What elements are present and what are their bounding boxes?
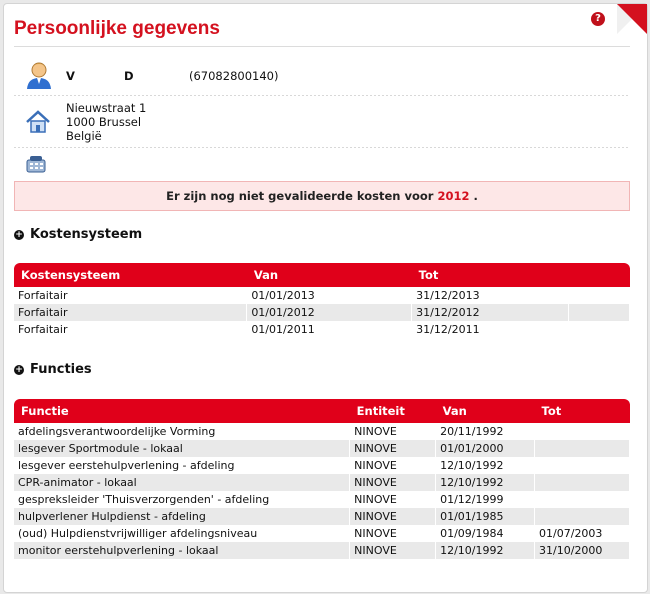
- section-kostensysteem-title: Kostensysteem: [30, 227, 143, 242]
- table-row: [14, 304, 630, 321]
- column-header-empty: [569, 263, 630, 287]
- cell-entiteit: NINOVE: [350, 474, 436, 491]
- cell-empty: [569, 287, 630, 304]
- alert-year-link[interactable]: 2012: [437, 189, 470, 203]
- national-number: (67082800140): [189, 69, 279, 83]
- cell-van: 01/01/2013: [247, 287, 412, 304]
- table-row: [14, 321, 630, 338]
- cell-functie: CPR-animator - lokaal: [14, 474, 350, 491]
- cell-tot: [535, 474, 630, 491]
- page-fold-red: [617, 4, 647, 34]
- cell-tot: [535, 508, 630, 525]
- column-header-functie: Functie: [14, 399, 350, 423]
- cell-functie: gespreksleider 'Thuisverzorgenden' - afdeling: [14, 491, 350, 508]
- section-functies-title: Functies: [30, 362, 92, 377]
- cell-empty: [569, 321, 630, 338]
- unvalidated-costs-alert: [14, 181, 630, 211]
- column-header-entiteit: Entiteit: [350, 399, 436, 423]
- cell-system: Forfaitair: [14, 304, 247, 321]
- cell-van: 01/01/2000: [436, 440, 535, 457]
- row-divider: [14, 95, 630, 96]
- functies-table: [14, 399, 630, 559]
- column-header-van: Van: [247, 263, 412, 287]
- alert-suffix: .: [473, 189, 478, 203]
- cell-tot: 31/10/2000: [535, 542, 630, 559]
- cell-van: 01/01/2012: [247, 304, 412, 321]
- cell-system: Forfaitair: [14, 287, 247, 304]
- first-initial: V: [66, 69, 75, 83]
- cell-tot: 31/12/2012: [412, 304, 569, 321]
- cell-system: Forfaitair: [14, 321, 247, 338]
- cell-van: 20/11/1992: [436, 423, 535, 440]
- address-street: Nieuwstraat 1: [66, 101, 147, 115]
- table-row: [14, 508, 630, 525]
- cell-functie: lesgever Sportmodule - lokaal: [14, 440, 350, 457]
- table-row: [14, 440, 630, 457]
- phone-icon: [24, 152, 54, 182]
- kostensysteem-table: [14, 263, 630, 338]
- page-title: Persoonlijke gegevens: [14, 18, 220, 39]
- cell-tot: 01/07/2003: [535, 525, 630, 542]
- cell-functie: monitor eerstehulpverlening - lokaal: [14, 542, 350, 559]
- cell-tot: [535, 491, 630, 508]
- column-header-tot: Tot: [412, 263, 569, 287]
- column-header-van: Van: [436, 399, 535, 423]
- column-header-tot: Tot: [535, 399, 630, 423]
- cell-tot: 31/12/2011: [412, 321, 569, 338]
- table-row: [14, 474, 630, 491]
- table-row: [14, 525, 630, 542]
- help-icon[interactable]: ?: [591, 12, 605, 26]
- last-initial: D: [124, 69, 134, 83]
- expand-icon: +: [15, 230, 23, 240]
- user-icon: [24, 60, 54, 90]
- cell-tot: [535, 457, 630, 474]
- title-divider: [14, 46, 630, 47]
- cell-functie: lesgever eerstehulpverlening - afdeling: [14, 457, 350, 474]
- table-row: [14, 423, 630, 440]
- table-row: [14, 491, 630, 508]
- cell-van: 01/01/2011: [247, 321, 412, 338]
- table-row: [14, 457, 630, 474]
- expand-icon: +: [15, 365, 23, 375]
- cell-entiteit: NINOVE: [350, 508, 436, 525]
- cell-functie: afdelingsverantwoordelijke Vorming: [14, 423, 350, 440]
- table-row: [14, 287, 630, 304]
- cell-van: 12/10/1992: [436, 542, 535, 559]
- cell-tot: [535, 440, 630, 457]
- cell-van: 12/10/1992: [436, 457, 535, 474]
- cell-van: 01/12/1999: [436, 491, 535, 508]
- cell-entiteit: NINOVE: [350, 457, 436, 474]
- cell-van: 12/10/1992: [436, 474, 535, 491]
- cell-tot: 31/12/2013: [412, 287, 569, 304]
- cell-functie: hulpverlener Hulpdienst - afdeling: [14, 508, 350, 525]
- cell-functie: (oud) Hulpdienstvrijwilliger afdelingsniveau: [14, 525, 350, 542]
- cell-entiteit: NINOVE: [350, 440, 436, 457]
- cell-van: 01/01/1985: [436, 508, 535, 525]
- address-country: België: [66, 129, 102, 143]
- home-icon: [24, 108, 54, 138]
- cell-van: 01/09/1984: [436, 525, 535, 542]
- column-header-kostensysteem: Kostensysteem: [14, 263, 247, 287]
- section-functies-toggle[interactable]: [14, 362, 92, 377]
- section-kostensysteem-toggle[interactable]: [14, 227, 142, 242]
- alert-text: Er zijn nog niet gevalideerde kosten voor: [166, 189, 434, 203]
- cell-entiteit: NINOVE: [350, 491, 436, 508]
- row-divider: [14, 147, 630, 148]
- address-city: 1000 Brussel: [66, 115, 142, 129]
- personal-data-panel: [3, 3, 648, 593]
- cell-entiteit: NINOVE: [350, 525, 436, 542]
- cell-empty: [569, 304, 630, 321]
- cell-entiteit: NINOVE: [350, 423, 436, 440]
- cell-tot: [535, 423, 630, 440]
- cell-entiteit: NINOVE: [350, 542, 436, 559]
- table-row: [14, 542, 630, 559]
